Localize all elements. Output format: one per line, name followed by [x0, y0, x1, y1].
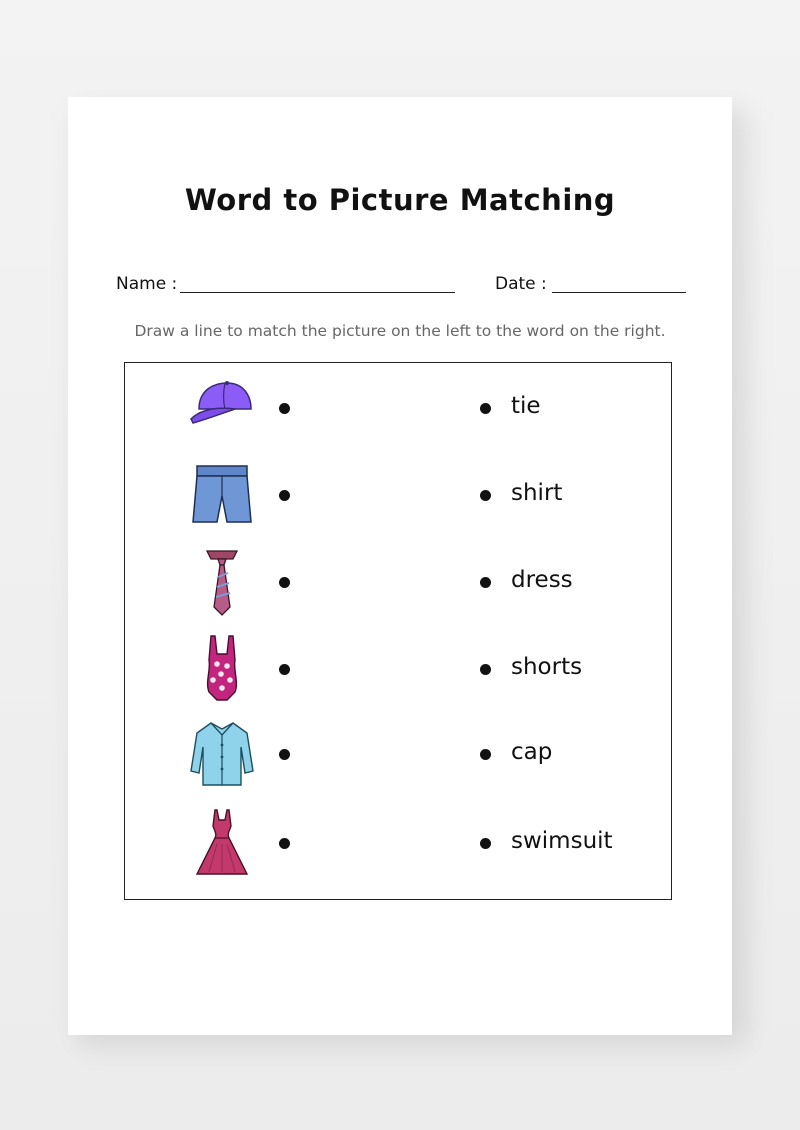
word-label: shorts	[511, 654, 583, 680]
shirt-icon	[187, 715, 257, 791]
name-field[interactable]	[180, 292, 455, 293]
matching-row	[125, 630, 671, 710]
word-label: tie	[511, 393, 541, 419]
word-dot[interactable]	[480, 664, 491, 675]
picture-dot[interactable]	[279, 749, 290, 760]
word-dot[interactable]	[480, 403, 491, 414]
word-label: dress	[511, 567, 573, 593]
matching-row	[125, 804, 671, 884]
dress-icon	[187, 804, 257, 880]
word-label: shirt	[511, 480, 563, 506]
page-title: Word to Picture Matching	[184, 183, 616, 217]
picture-dot[interactable]	[279, 490, 290, 501]
word-dot[interactable]	[480, 490, 491, 501]
picture-dot[interactable]	[279, 838, 290, 849]
word-label: cap	[511, 739, 553, 765]
matching-box	[124, 362, 672, 900]
instructions-text: Draw a line to match the picture on the left to the word on the right.	[134, 322, 666, 340]
matching-row	[125, 715, 671, 795]
name-label: Name :	[116, 274, 178, 294]
matching-row	[125, 456, 671, 536]
shorts-icon	[187, 456, 257, 532]
matching-row	[125, 543, 671, 623]
worksheet-page	[68, 97, 732, 1035]
date-field[interactable]	[552, 292, 686, 293]
cap-icon	[187, 369, 257, 445]
word-dot[interactable]	[480, 838, 491, 849]
picture-dot[interactable]	[279, 577, 290, 588]
tie-icon	[187, 543, 257, 619]
word-dot[interactable]	[480, 749, 491, 760]
swimsuit-icon	[187, 630, 257, 706]
word-dot[interactable]	[480, 577, 491, 588]
date-label: Date :	[495, 274, 547, 294]
matching-row	[125, 369, 671, 449]
picture-dot[interactable]	[279, 664, 290, 675]
word-label: swimsuit	[511, 828, 613, 854]
picture-dot[interactable]	[279, 403, 290, 414]
